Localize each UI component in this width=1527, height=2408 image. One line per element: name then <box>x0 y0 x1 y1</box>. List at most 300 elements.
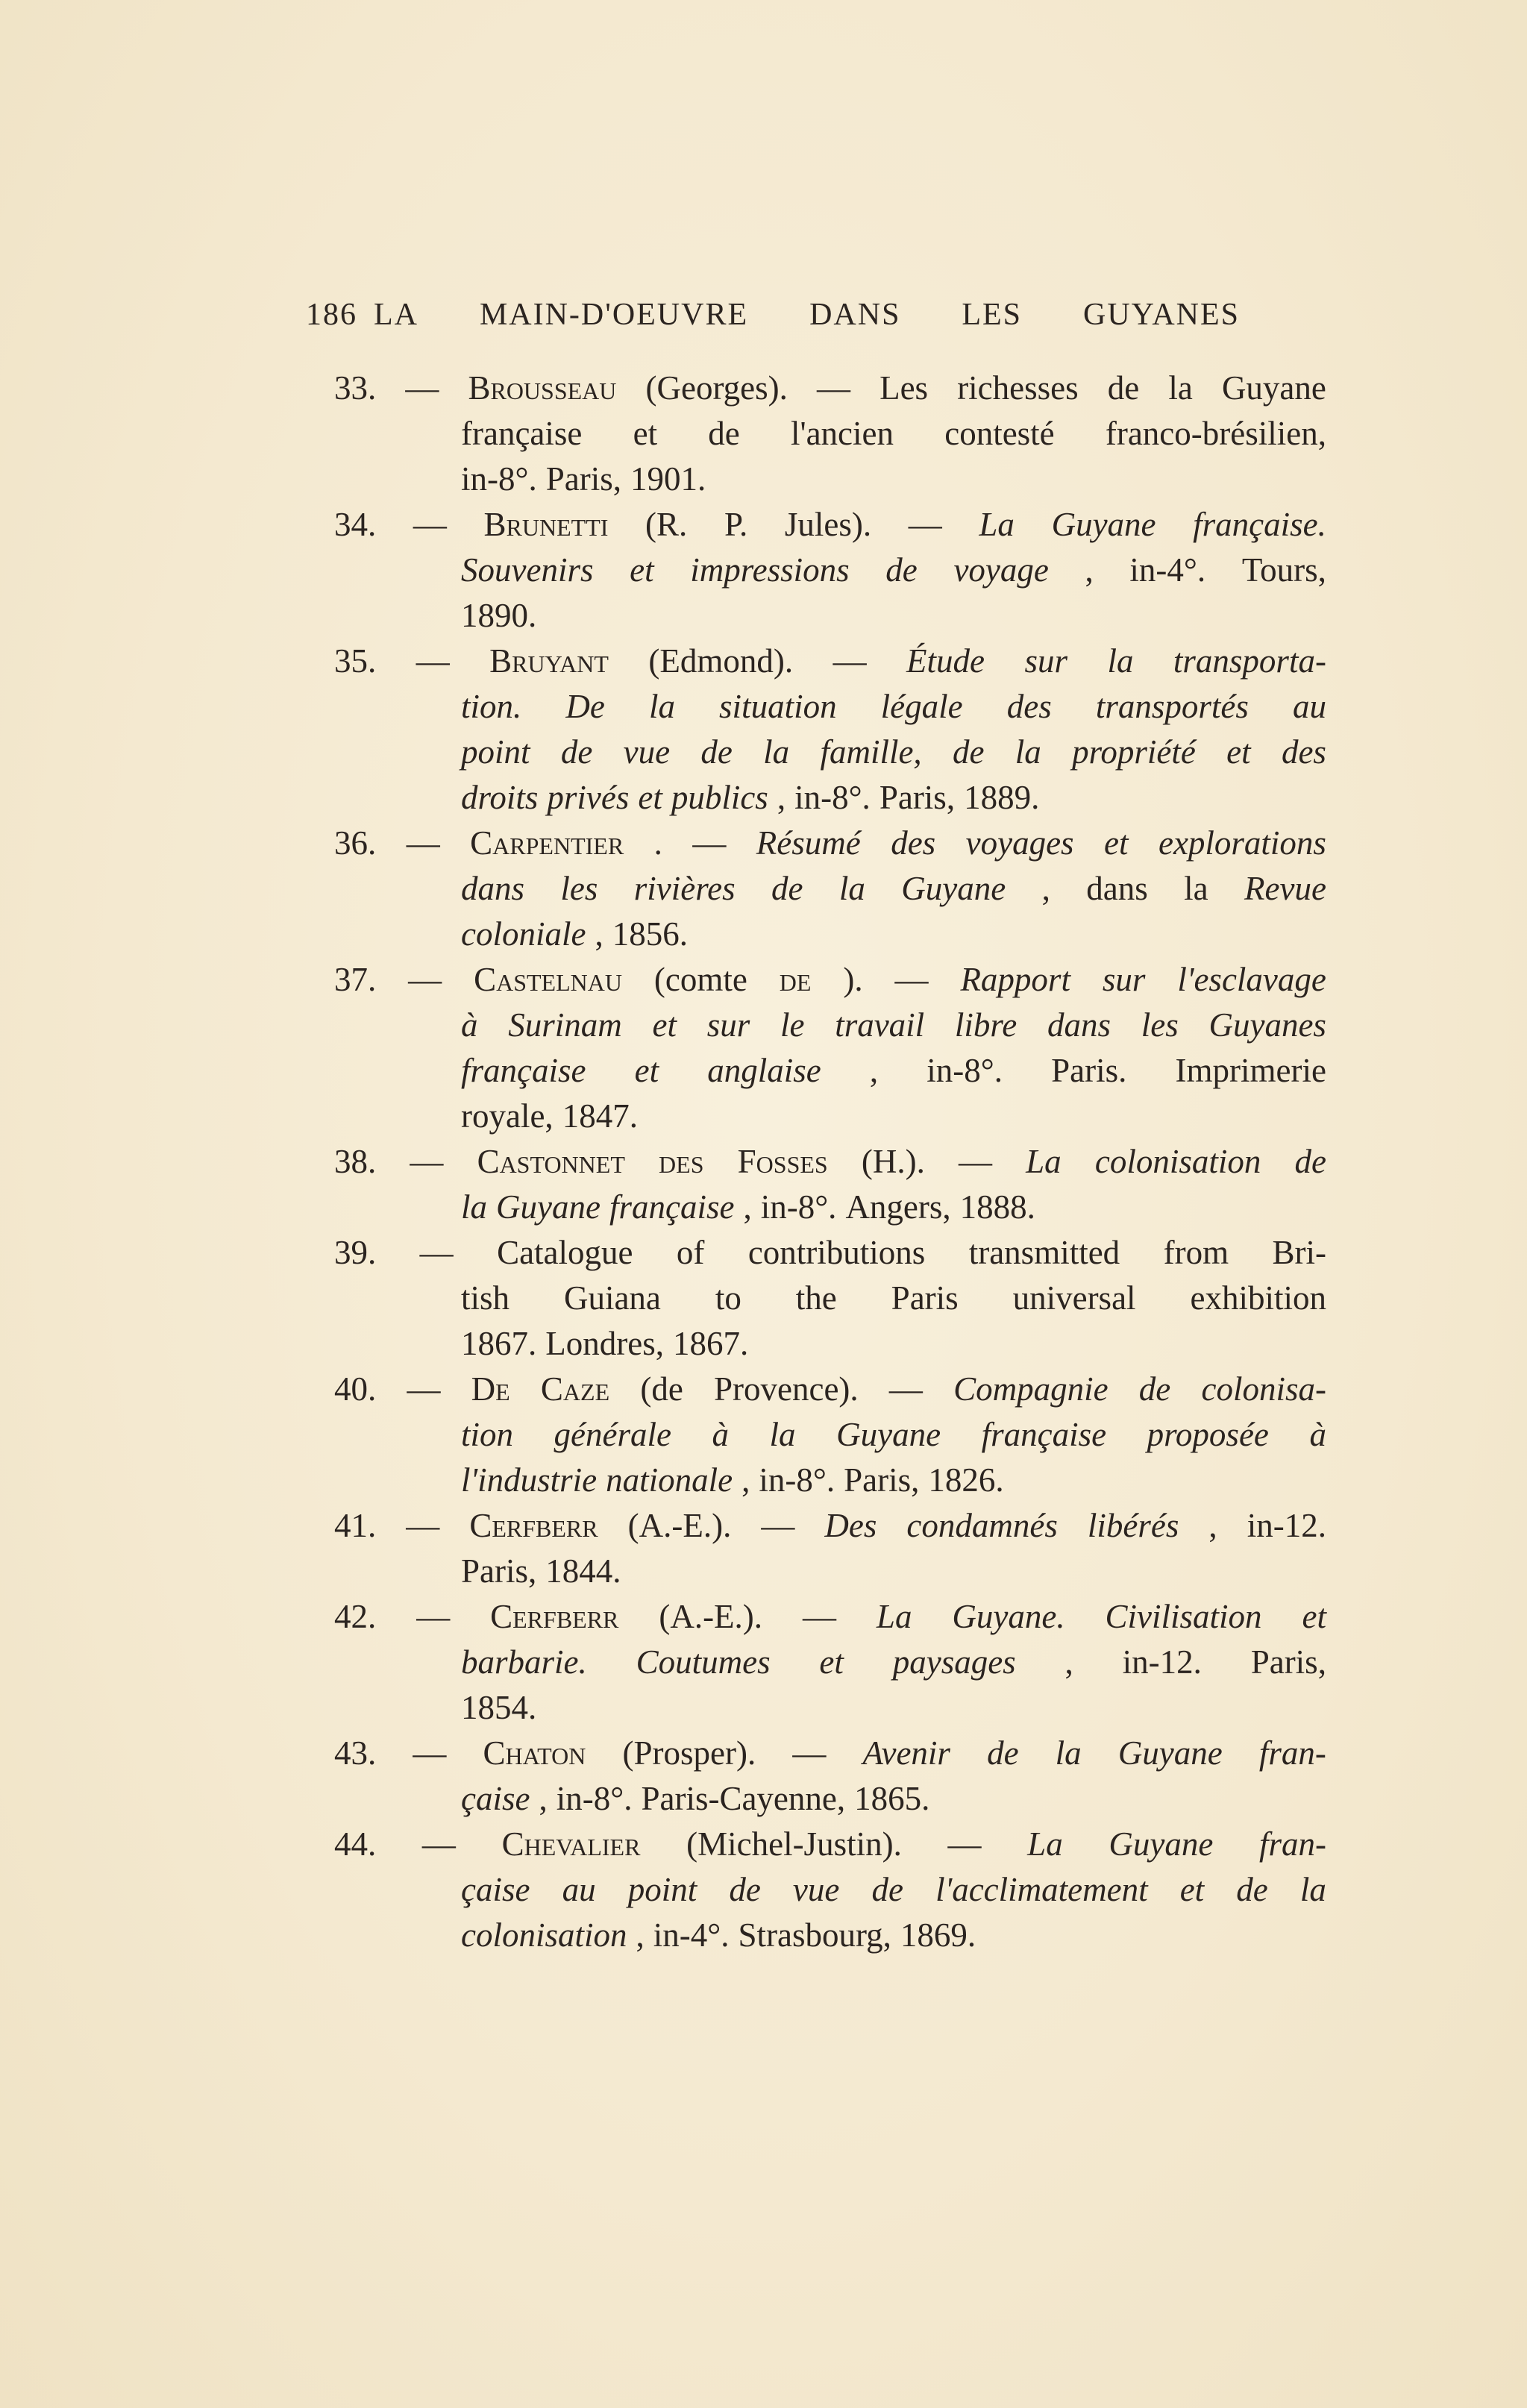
entry-word: dans <box>1047 1006 1111 1044</box>
entry-word: Paris, <box>545 460 621 498</box>
entry-line <box>461 1776 1326 1822</box>
entry-word: La <box>876 1598 912 1635</box>
entry-word: — <box>816 369 850 407</box>
entry-word: Paris, <box>461 1552 537 1590</box>
entry-word: Guiana <box>563 1279 661 1317</box>
entry-word: la <box>1055 1734 1082 1772</box>
entry-word: et <box>634 1052 659 1089</box>
entry-word: in-4°. <box>1129 551 1206 589</box>
entry-word: Guyane <box>1221 369 1326 407</box>
entry-word: et <box>1104 824 1129 862</box>
entry-word: et <box>1302 1598 1326 1635</box>
entry-line <box>461 1321 1326 1367</box>
entry-word: de <box>987 1734 1019 1772</box>
entry-word: Chevalier <box>501 1825 641 1863</box>
entry-word: de <box>885 551 918 589</box>
bibliography-entry <box>334 1367 1326 1503</box>
entry-word: 1867. <box>672 1325 749 1362</box>
entry-number: 42. <box>334 1598 377 1635</box>
entry-word: Paris, <box>879 779 956 816</box>
entry-word: çaise <box>461 1871 530 1908</box>
entry-word: 1889. <box>964 779 1040 816</box>
entry-word: — <box>410 1143 444 1180</box>
entry-word: légale <box>880 688 963 725</box>
entry-word: le <box>780 1006 805 1044</box>
entry-word: la <box>1299 1871 1326 1908</box>
entry-word: — <box>802 1598 836 1635</box>
entry-number: 44. <box>334 1825 377 1863</box>
entry-line <box>461 548 1326 593</box>
entry-word: (A.-E.). <box>659 1598 763 1635</box>
entry-line <box>461 730 1326 775</box>
entry-word: sur <box>706 1006 750 1044</box>
entry-word: de <box>560 733 593 771</box>
entry-word: franco-brésilien, <box>1105 415 1326 452</box>
entry-word: — <box>419 1234 454 1271</box>
entry-word: La <box>1027 1825 1063 1863</box>
entry-line <box>461 1549 1326 1594</box>
entry-word: , <box>1208 1507 1217 1544</box>
entry-word: Catalogue <box>497 1234 633 1271</box>
entry-word: (Georges). <box>645 369 788 407</box>
entry-word: contesté <box>944 415 1055 452</box>
entry-word: Paris <box>891 1279 959 1317</box>
bibliography-entry <box>334 1503 1326 1594</box>
entry-word: Souvenirs <box>461 551 594 589</box>
entry-line <box>461 1003 1326 1048</box>
entry-word: De <box>565 688 605 725</box>
entry-word: à <box>712 1416 730 1453</box>
entry-word: ). <box>843 961 863 998</box>
entry-word: 1865. <box>854 1780 930 1817</box>
entry-word: sur <box>1102 961 1146 998</box>
bibliography-entry <box>334 1822 1326 1958</box>
entry-word: les <box>560 870 598 907</box>
entry-word: (de <box>640 1370 683 1408</box>
entry-word: Paris-Cayenne, <box>641 1780 846 1817</box>
bibliography-entry <box>334 1139 1326 1230</box>
entry-word: — <box>407 1370 441 1408</box>
entry-word: Cerfberr <box>469 1507 598 1544</box>
entry-word: (Michel-Justin). <box>686 1825 902 1863</box>
entry-word: barbarie. <box>461 1643 587 1681</box>
entry-word: paysages <box>892 1643 1016 1681</box>
running-title-word: LA <box>374 298 418 332</box>
entry-word: française <box>461 1052 586 1089</box>
entry-line <box>461 1094 1326 1139</box>
entry-line <box>334 1230 1326 1276</box>
entry-word: 1847. <box>562 1097 638 1135</box>
entry-word: libérés <box>1087 1507 1179 1544</box>
entry-line <box>461 1048 1326 1094</box>
entry-word: Tours, <box>1241 551 1326 589</box>
entry-word: Guyanes <box>1208 1006 1326 1044</box>
entry-word: Londres, <box>545 1325 664 1362</box>
entry-word: , <box>1064 1643 1073 1681</box>
entry-word: dans <box>461 870 525 907</box>
entry-line <box>461 1458 1326 1503</box>
entry-word: in-4°. <box>653 1916 730 1954</box>
page-number: 186 <box>306 298 357 332</box>
entry-word: privés <box>547 779 630 816</box>
entry-word: sur <box>1024 642 1067 680</box>
entry-word: Brunetti <box>483 506 609 543</box>
entry-word: (Prosper). <box>622 1734 756 1772</box>
entry-word: l'ancien <box>790 415 894 452</box>
entry-word: Avenir <box>862 1734 950 1772</box>
entry-word: in-12. <box>1122 1643 1202 1681</box>
entry-word: de <box>871 1871 903 1908</box>
entry-word: — <box>792 1734 827 1772</box>
entry-word: from <box>1163 1234 1229 1271</box>
entry-word: vue <box>792 1871 840 1908</box>
entry-word: in-8°. <box>461 460 537 498</box>
entry-word: dans <box>1086 870 1148 907</box>
entry-word: colonisation <box>1094 1143 1261 1180</box>
entry-word: impressions <box>690 551 850 589</box>
entry-word: colonisation <box>461 1916 627 1954</box>
bibliography-entry <box>334 366 1326 502</box>
entry-word: la <box>763 733 790 771</box>
entry-number: 41. <box>334 1507 377 1544</box>
entry-word: la <box>769 1416 796 1453</box>
entry-word: — <box>888 1370 923 1408</box>
entry-word: nationale <box>606 1461 733 1499</box>
entry-word: la <box>1168 369 1193 407</box>
entry-word: 1854. <box>461 1689 537 1726</box>
entry-line <box>334 1731 1326 1776</box>
running-header <box>306 297 1240 333</box>
entry-word: Carpentier <box>470 824 624 862</box>
entry-word: , <box>1041 870 1050 907</box>
entry-number: 35. <box>334 642 377 680</box>
entry-line <box>334 1822 1326 1867</box>
entry-word: de <box>1294 1143 1326 1180</box>
entry-word: çaise <box>461 1780 530 1817</box>
entry-word: in-12. <box>1247 1507 1326 1544</box>
entry-word: de <box>1138 1370 1171 1408</box>
entry-word: (R. <box>645 506 688 543</box>
entry-line <box>461 866 1326 912</box>
entry-word: et <box>652 1006 677 1044</box>
entry-word: Guyane. <box>952 1598 1065 1635</box>
entry-word: de <box>771 870 803 907</box>
running-title-word: LES <box>962 298 1023 332</box>
entry-number: 39. <box>334 1234 377 1271</box>
entry-line <box>461 1685 1326 1731</box>
entry-line <box>334 366 1326 411</box>
entry-word: des <box>891 824 936 862</box>
entry-word: Guyane <box>1117 1734 1223 1772</box>
entry-line <box>334 821 1326 866</box>
entry-word: Rapport <box>960 961 1070 998</box>
entry-word: la <box>461 1188 488 1226</box>
entry-word: et <box>1179 1871 1205 1908</box>
entry-number: 33. <box>334 369 377 407</box>
entry-line <box>461 1412 1326 1458</box>
entry-word: Strasbourg, <box>738 1916 891 1954</box>
entry-word: (H.). <box>861 1143 925 1180</box>
entry-line <box>334 639 1326 684</box>
entry-word: de <box>1236 1871 1268 1908</box>
running-title <box>374 297 1240 333</box>
entry-word: situation <box>719 688 837 725</box>
entry-word: travail <box>835 1006 925 1044</box>
entry-word: et <box>638 779 662 816</box>
entry-word: 1888. <box>959 1188 1035 1226</box>
entry-word: la <box>648 688 675 725</box>
entry-line <box>461 1640 1326 1685</box>
entry-word: des <box>1006 688 1052 725</box>
entry-word: condamnés <box>906 1507 1058 1544</box>
entry-word: française. <box>1193 506 1326 543</box>
entry-line <box>334 1594 1326 1640</box>
entry-word: de <box>708 415 740 452</box>
entry-word: l'acclimatement <box>935 1871 1148 1908</box>
entry-word: Coutumes <box>636 1643 771 1681</box>
entry-word: tion. <box>461 688 522 725</box>
entry-word: — <box>413 506 447 543</box>
entry-word: , <box>539 1780 548 1817</box>
entry-word: Castonnet <box>477 1143 625 1180</box>
entry-word: contributions <box>747 1234 926 1271</box>
entry-word: of <box>676 1234 705 1271</box>
entry-number: 34. <box>334 506 377 543</box>
bibliography-entry <box>334 502 1326 639</box>
bibliography-entry <box>334 1230 1326 1367</box>
entry-word: tion <box>461 1416 514 1453</box>
entry-line <box>461 1185 1326 1230</box>
entry-word: 1890. <box>461 597 537 634</box>
entry-word: au <box>562 1871 596 1908</box>
entry-word: Guyane <box>901 870 1006 907</box>
entry-word: Jules). <box>784 506 872 543</box>
entry-word: voyage <box>953 551 1049 589</box>
entry-number: 37. <box>334 961 377 998</box>
entry-word: de <box>1107 369 1140 407</box>
entry-word: des <box>659 1143 704 1180</box>
entry-line <box>461 1276 1326 1321</box>
entry-word: Guyane <box>496 1188 601 1226</box>
entry-word: . <box>653 824 662 862</box>
bibliography-entry <box>334 1731 1326 1822</box>
entry-word: Paris. <box>1051 1052 1127 1089</box>
entry-word: et <box>819 1643 844 1681</box>
entry-word: — <box>408 961 442 998</box>
entry-word: les <box>1141 1006 1179 1044</box>
running-title-word: MAIN-D'OEUVRE <box>479 298 749 332</box>
entry-word: , <box>741 1461 750 1499</box>
entry-word: in-8°. <box>759 1461 835 1499</box>
entry-word: Résumé <box>756 824 861 862</box>
entry-word: , <box>743 1188 752 1226</box>
entry-word: Guyane <box>1109 1825 1214 1863</box>
entry-word: vue <box>623 733 671 771</box>
entry-word: droits <box>461 779 539 816</box>
entry-word: — <box>692 824 727 862</box>
entry-word: Paris, <box>844 1461 920 1499</box>
entry-word: the <box>795 1279 837 1317</box>
bibliography-entry <box>334 821 1326 957</box>
entry-word: P. <box>724 506 748 543</box>
entry-word: 1901. <box>630 460 706 498</box>
entry-word: La <box>1026 1143 1062 1180</box>
entry-word: à <box>1309 1416 1326 1453</box>
entry-line <box>461 1867 1326 1913</box>
entry-word: proposée <box>1147 1416 1269 1453</box>
entry-word: et <box>630 551 654 589</box>
entry-word: royale, <box>461 1097 554 1135</box>
entry-word: , <box>595 915 603 953</box>
entry-word: (Edmond). <box>648 642 794 680</box>
entry-word: (comte <box>653 961 747 998</box>
entry-word: — <box>833 642 867 680</box>
entry-line <box>461 593 1326 639</box>
entry-word: la <box>1184 870 1208 907</box>
entry-word: fran- <box>1258 1734 1326 1772</box>
entry-word: Guyane <box>1051 506 1156 543</box>
entry-word: — <box>406 824 440 862</box>
entry-number: 43. <box>334 1734 377 1772</box>
entry-word: transmitted <box>968 1234 1120 1271</box>
entry-word: Des <box>824 1507 877 1544</box>
entry-line <box>334 1367 1326 1412</box>
entry-word: l'industrie <box>461 1461 598 1499</box>
entry-word: in-8°. <box>556 1780 633 1817</box>
entry-word: , <box>777 779 786 816</box>
entry-number: 38. <box>334 1143 377 1180</box>
entry-word: transporta- <box>1173 642 1326 680</box>
entry-word: à <box>461 1006 478 1044</box>
entry-word: in-8°. <box>926 1052 1003 1089</box>
entry-word: française <box>981 1416 1107 1453</box>
entry-word: Surinam <box>508 1006 622 1044</box>
entry-line <box>334 1503 1326 1549</box>
bibliography-entry <box>334 639 1326 821</box>
entry-word: Provence). <box>714 1370 859 1408</box>
entry-line <box>461 775 1326 821</box>
entry-number: 36. <box>334 824 377 862</box>
entry-line <box>461 1913 1326 1958</box>
entry-word: — <box>959 1143 992 1180</box>
entry-word: in-8°. <box>794 779 871 816</box>
entry-line <box>334 1139 1326 1185</box>
entry-word: (A.-E.). <box>627 1507 732 1544</box>
entry-word: universal <box>1012 1279 1136 1317</box>
entry-word: Castelnau <box>474 961 622 998</box>
running-title-word: GUYANES <box>1082 298 1240 332</box>
running-title-word: DANS <box>809 298 901 332</box>
entry-word: Imprimerie <box>1175 1052 1326 1089</box>
entry-word: Guyane <box>836 1416 941 1453</box>
bibliography-entry <box>334 1594 1326 1731</box>
entry-word: — <box>405 369 439 407</box>
entry-word: — <box>761 1507 795 1544</box>
entry-word: Bri- <box>1272 1234 1326 1271</box>
entry-word: tish <box>461 1279 510 1317</box>
entry-word: propriété <box>1072 733 1196 771</box>
entry-word: famille, <box>820 733 922 771</box>
entry-word: , <box>636 1916 645 1954</box>
entry-word: fran- <box>1259 1825 1326 1863</box>
entry-word: in-8°. <box>760 1188 837 1226</box>
entry-word: Angers, <box>845 1188 951 1226</box>
entry-word: et <box>633 415 658 452</box>
entry-word: transportés <box>1095 688 1249 725</box>
entry-word: rivières <box>633 870 736 907</box>
entry-word: point <box>461 733 530 771</box>
entry-line <box>461 684 1326 730</box>
bibliography-entry <box>334 957 1326 1139</box>
entry-word: — <box>947 1825 982 1863</box>
entry-word: , <box>1085 551 1094 589</box>
entry-word: publics <box>671 779 768 816</box>
entry-word: voyages <box>965 824 1074 862</box>
entry-word: — <box>416 1598 451 1635</box>
entry-word: de <box>700 733 733 771</box>
entry-word: — <box>894 961 929 998</box>
entry-word: Caze <box>540 1370 610 1408</box>
entry-word: 1869. <box>900 1916 976 1954</box>
entry-word: coloniale <box>461 915 586 953</box>
entry-word: Compagnie <box>953 1370 1109 1408</box>
entry-word: richesses <box>957 369 1079 407</box>
entry-word: la <box>1107 642 1134 680</box>
entry-word: 1856. <box>612 915 688 953</box>
entry-line <box>461 912 1326 957</box>
entry-word: colonisa- <box>1201 1370 1326 1408</box>
entry-word: et <box>1226 733 1251 771</box>
entry-word: exhibition <box>1190 1279 1326 1317</box>
entry-word: explorations <box>1158 824 1326 862</box>
entry-word: de <box>729 1871 761 1908</box>
entry-word: française <box>461 415 583 452</box>
entry-word: libre <box>954 1006 1018 1044</box>
entry-word: la <box>1015 733 1041 771</box>
entry-word: Les <box>879 369 929 407</box>
entry-word: — <box>908 506 942 543</box>
entry-word: la <box>838 870 865 907</box>
entry-word: l'esclavage <box>1177 961 1326 998</box>
entry-word: française <box>609 1188 735 1226</box>
entry-word: — <box>413 1734 447 1772</box>
entry-word: Cerfberr <box>490 1598 619 1635</box>
entry-word: 1826. <box>928 1461 1004 1499</box>
entry-word: Paris, <box>1250 1643 1326 1681</box>
entry-word: 1844. <box>545 1552 621 1590</box>
entry-word: Brousseau <box>468 369 617 407</box>
entry-line <box>334 502 1326 548</box>
entry-word: de <box>952 733 985 771</box>
entry-word: 1867. <box>461 1325 537 1362</box>
entry-word: — <box>421 1825 456 1863</box>
entry-word: générale <box>554 1416 671 1453</box>
entry-word: des <box>1281 733 1326 771</box>
entry-line <box>334 957 1326 1003</box>
entry-word: de <box>779 961 812 998</box>
entry-word: — <box>406 1507 440 1544</box>
entry-line <box>461 457 1326 502</box>
entry-word: Civilisation <box>1105 1598 1262 1635</box>
entry-word: , <box>869 1052 879 1089</box>
entry-word: Étude <box>906 642 985 680</box>
entry-line <box>461 411 1326 457</box>
entry-word: De <box>471 1370 510 1408</box>
entry-word: La <box>979 506 1015 543</box>
entry-word: — <box>416 642 450 680</box>
entry-word: au <box>1292 688 1326 725</box>
bibliography-list <box>334 366 1326 1958</box>
